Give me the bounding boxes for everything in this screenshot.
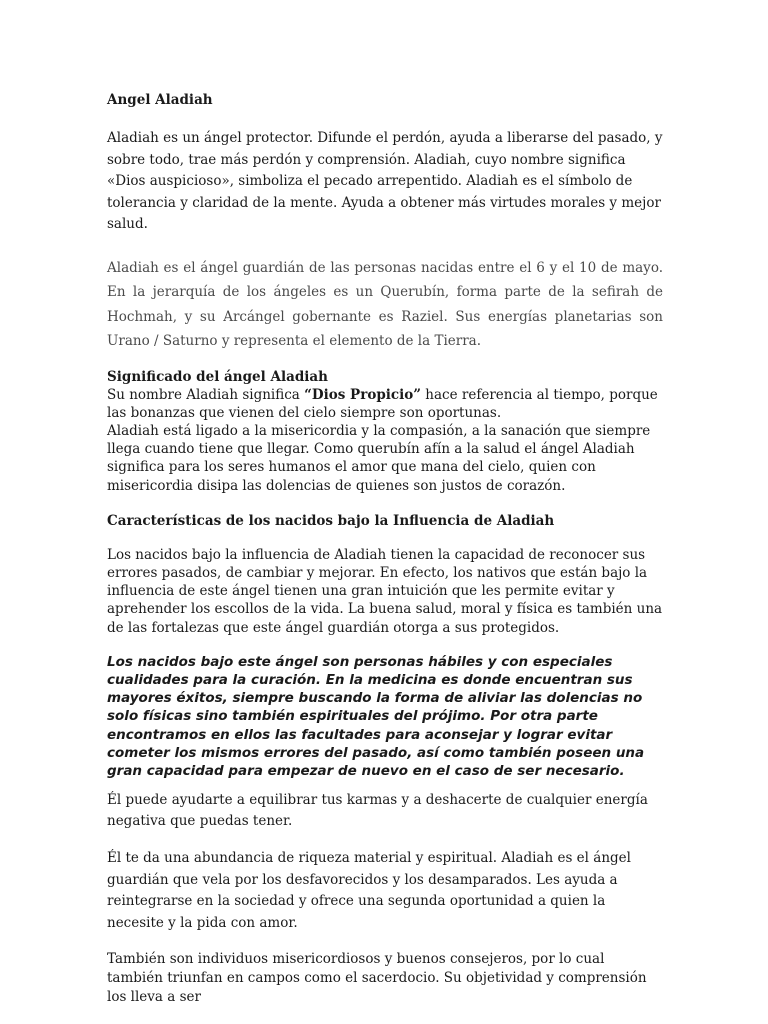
caracteristicas-paragraph-1: Los nacidos bajo la influencia de Aladiah tienen la capacidad de reconocer sus errores pasados, de cambiar y mejorar. En efecto, los nativos que están bajo la influencia de este ángel tienen una gran intuición que les permite evitar y aprehender los escollos de la vida. La buena salud, moral y física es también una de las fortalezas que este ángel guardián otorga a sus protegidos.: [107, 546, 663, 636]
dios-propicio-emphasis: “Dios Propicio”: [304, 386, 422, 403]
section-heading-caracteristicas: Características de los nacidos bajo la Influencia de Aladiah: [107, 512, 555, 529]
abundancia-paragraph: Él te da una abundancia de riqueza material y espiritual. Aladiah es el ángel guardián que vela por los desfavorecidos y los desamparados. Les ayuda a reintegrarse en la sociedad y ofrece una segunda oportunidad a quien la necesite y la pida con amor.: [107, 850, 631, 931]
document-page: [107, 90, 663, 1007]
significado-text-suffix: hace referencia al tiempo, porque las bonanzas que vienen del cielo siempre son oportunas.: [107, 386, 658, 421]
significado-paragraph-1: [107, 386, 663, 422]
spacer: [107, 495, 663, 512]
intro-paragraph: Aladiah es un ángel protector. Difunde el perdón, ayuda a liberarse del pasado, y sobre todo, trae más perdón y comprensión. Aladiah, cuyo nombre significa «Dios auspicioso», simboliza el pecado arrepentido. Aladiah es el símbolo de tolerancia y claridad de la mente. Ayuda a obtener más virtudes morales y mejor salud.: [107, 130, 663, 232]
karmas-paragraph: Él puede ayudarte a equilibrar tus karmas y a deshacerte de cualquier energía negativa que puedas tener.: [107, 792, 648, 830]
guardian-paragraph: Aladiah es el ángel guardián de las personas nacidas entre el 6 y el 10 de mayo. En la jerarquía de los ángeles es un Querubín, forma parte de la sefirah de Hochmah, y su Arcángel gobernante es Raziel. Sus energías planetarias son Urano / Saturno y representa el elemento de la Tierra.: [107, 259, 663, 349]
caracteristicas-bold-italic-paragraph: Los nacidos bajo este ángel son personas hábiles y con especiales cualidades para la curación. En la medicina es donde encuentran sus mayores éxitos, siempre buscando la forma de aliviar las dolencias no solo físicas sino también espirituales del prójimo. Por otra parte encontramos en ellos las facultades para aconsejar y lograr evitar cometer los mismos errores del pasado, así como también poseen una gran capacidad para empezar de nuevo en el caso de ser necesario.: [107, 653, 645, 779]
misericordiosos-paragraph: También son individuos misericordiosos y buenos consejeros, por lo cual también triunfan en campos como el sacerdocio. Su objetividad y comprensión los lleva a ser: [107, 951, 647, 1006]
significado-text-prefix: Su nombre Aladiah significa: [107, 386, 305, 403]
section-heading-significado: Significado del ángel Aladiah: [107, 368, 328, 385]
significado-paragraph-2: Aladiah está ligado a la misericordia y la compasión, a la sanación que siempre llega cuando tiene que llegar. Como querubín afín a la salud el ángel Aladiah significa para los seres humanos el amor que mana del cielo, quien con misericordia disipa las dolencias de quienes son justos de corazón.: [107, 422, 651, 494]
document-title: Angel Aladiah: [107, 92, 213, 108]
